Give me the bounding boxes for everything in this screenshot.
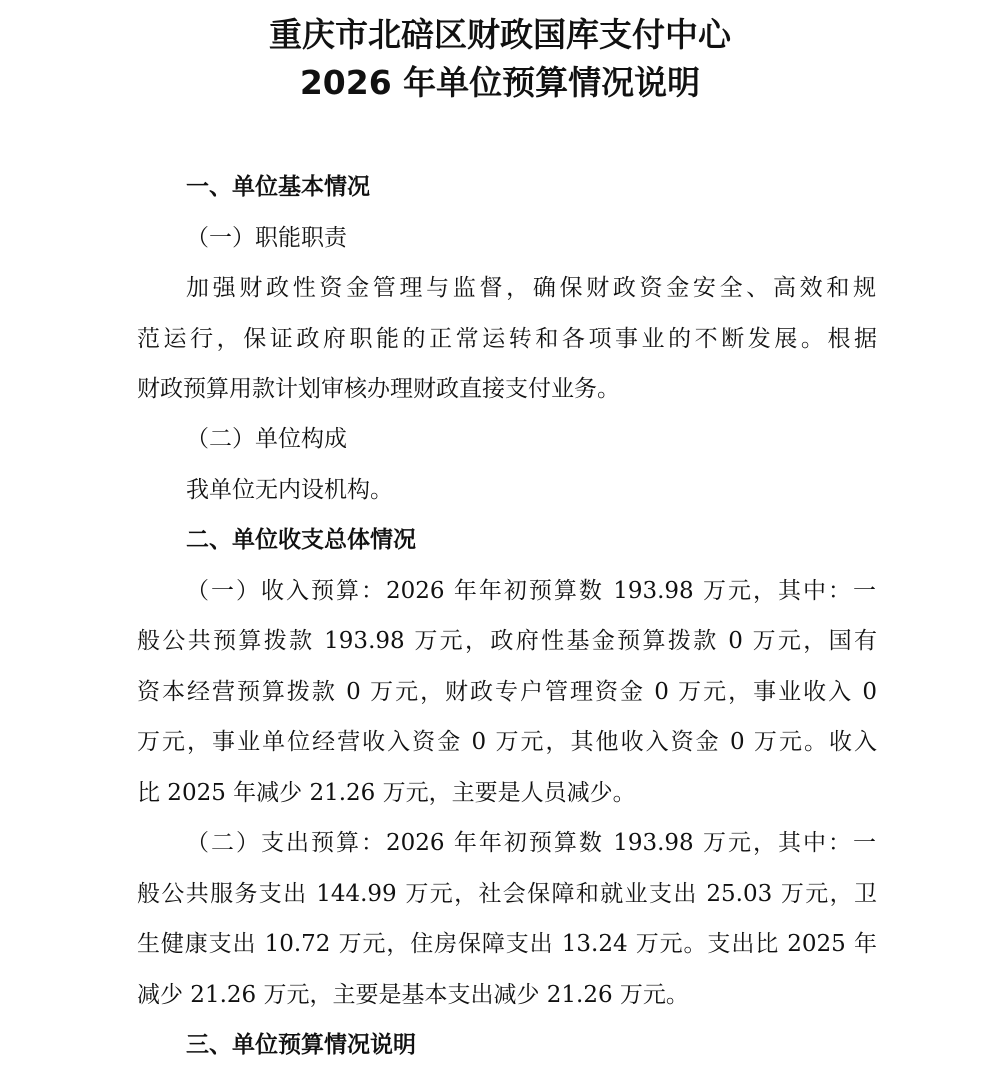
paragraph-line: 财政预算用款计划审核办理财政直接支付业务。 [137, 376, 620, 402]
paragraph-line: 我单位无内设机构。 [186, 477, 393, 503]
document-title-line-2: 2026 年单位预算情况说明 [299, 63, 701, 102]
section-1-sub-2-heading: （二）单位构成 [186, 426, 347, 452]
paragraph-line: （二）支出预算：2026 年年初预算数 193.98 万元，其中：一 [186, 830, 876, 856]
section-1-heading: 一、单位基本情况 [186, 174, 370, 200]
document-title-line-1: 重庆市北碚区财政国库支付中心 [269, 15, 731, 54]
paragraph-line: 减少 21.26 万元，主要是基本支出减少 21.26 万元。 [137, 982, 689, 1008]
section-3-heading: 三、单位预算情况说明 [186, 1032, 416, 1058]
paragraph-line: 般公共预算拨款 193.98 万元，政府性基金预算拨款 0 万元，国有 [137, 628, 877, 654]
paragraph-line: 万元，事业单位经营收入资金 0 万元，其他收入资金 0 万元。收入 [137, 729, 877, 755]
paragraph-line: 范运行，保证政府职能的正常运转和各项事业的不断发展。根据 [137, 326, 877, 352]
paragraph-line: 加强财政性资金管理与监督，确保财政资金安全、高效和规 [186, 275, 876, 301]
paragraph-line: 生健康支出 10.72 万元，住房保障支出 13.24 万元。支出比 2025 年 [137, 931, 877, 957]
paragraph-line: 般公共服务支出 144.99 万元，社会保障和就业支出 25.03 万元，卫 [137, 881, 877, 907]
section-1-sub-1-heading: （一）职能职责 [186, 225, 347, 251]
paragraph-line: 比 2025 年减少 21.26 万元，主要是人员减少。 [137, 780, 636, 806]
paragraph-line: 资本经营预算拨款 0 万元，财政专户管理资金 0 万元，事业收入 0 [137, 679, 877, 705]
paragraph-line: （一）收入预算：2026 年年初预算数 193.98 万元，其中：一 [186, 578, 876, 604]
section-2-heading: 二、单位收支总体情况 [186, 527, 416, 553]
